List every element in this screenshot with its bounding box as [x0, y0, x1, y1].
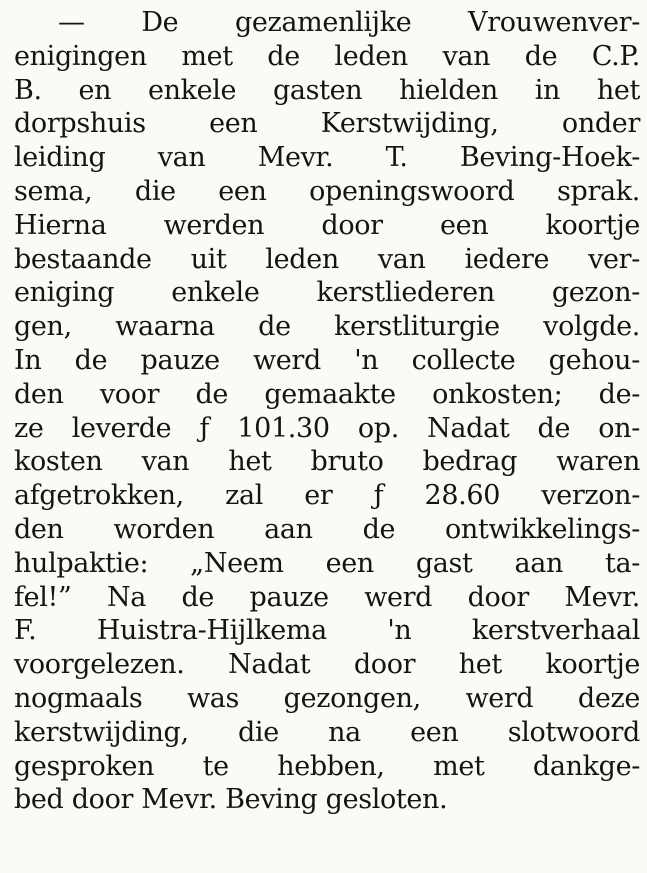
article-line: eniging enkele kerstliederen gezon- — [14, 277, 640, 309]
article-text — [14, 6, 640, 817]
article-line: kosten van het bruto bedrag waren — [14, 446, 640, 478]
article-line: F. Huistra-Hijlkema 'n kerstverhaal — [14, 615, 640, 647]
article-line: sema, die een openingswoord sprak. — [14, 175, 640, 207]
article-line: bestaande uit leden van iedere ver- — [14, 243, 640, 275]
article-line: afgetrokken, zal er ƒ 28.60 verzon- — [14, 480, 640, 512]
article-line: kerstwijding, die na een slotwoord — [14, 716, 640, 748]
article-line: den worden aan de ontwikkelings- — [14, 513, 640, 545]
article-line: Hierna werden door een koortje — [14, 209, 640, 241]
article-line: — De gezamenlijke Vrouwenver- — [58, 7, 640, 38]
article-line: In de pauze werd 'n collecte gehou- — [14, 344, 640, 376]
article-line: bed door Mevr. Beving gesloten. — [14, 784, 448, 816]
article-line: hulpaktie: „Neem een gast aan ta- — [14, 547, 640, 579]
article-line: enigingen met de leden van de C.P. — [14, 40, 640, 72]
article-line: ze leverde ƒ 101.30 op. Nadat de on- — [14, 412, 640, 444]
article-line: B. en enkele gasten hielden in het — [14, 74, 640, 106]
article-line: dorpshuis een Kerstwijding, onder — [14, 108, 640, 140]
article-line: fel!” Na de pauze werd door Mevr. — [14, 581, 640, 613]
article-line: voorgelezen. Nadat door het koortje — [14, 649, 640, 681]
article-line: gen, waarna de kerstliturgie volgde. — [14, 311, 640, 343]
article-line: leiding van Mevr. T. Beving-Hoek- — [14, 142, 640, 174]
article-line: den voor de gemaakte onkosten; de- — [14, 378, 640, 410]
article-line: gesproken te hebben, met dankge- — [14, 750, 640, 782]
article-line: nogmaals was gezongen, werd deze — [14, 682, 640, 714]
